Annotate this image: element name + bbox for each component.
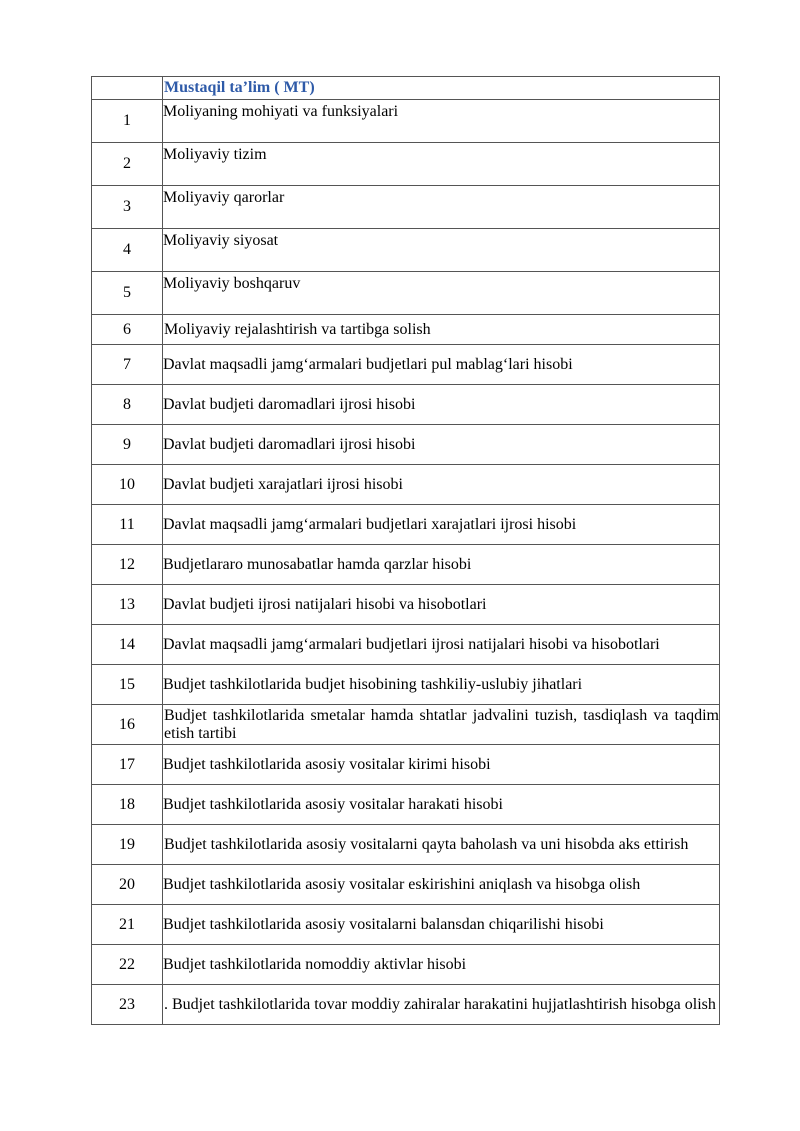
row-number: 16: [92, 705, 163, 745]
table-row: [92, 345, 720, 385]
table-row: [92, 945, 720, 985]
row-topic: Budjet tashkilotlarida asosiy vositalar harakati hisobi: [163, 785, 720, 825]
table-row: [92, 585, 720, 625]
table-row: [92, 425, 720, 465]
row-topic: Budjet tashkilotlarida asosiy vositalarni qayta baholash va uni hisobda aks ettirish: [163, 825, 720, 865]
row-number: 8: [92, 385, 163, 425]
row-number: 6: [92, 315, 163, 345]
table-row: [92, 315, 720, 345]
row-topic: Davlat budjeti daromadlari ijrosi hisobi: [163, 385, 720, 425]
table-row: [92, 825, 720, 865]
row-topic: Budjet tashkilotlarida nomoddiy aktivlar hisobi: [163, 945, 720, 985]
row-topic: Davlat budjeti daromadlari ijrosi hisobi: [163, 425, 720, 465]
table-row: [92, 985, 720, 1025]
table-row: [92, 100, 720, 143]
row-number: 10: [92, 465, 163, 505]
table-row: [92, 229, 720, 272]
header-number-cell: [92, 77, 163, 100]
row-number: 15: [92, 665, 163, 705]
table-row: [92, 186, 720, 229]
row-number: 7: [92, 345, 163, 385]
table-title: Mustaqil ta’lim ( MT): [163, 77, 720, 100]
row-topic: Davlat maqsadli jamg‘armalari budjetlari ijrosi natijalari hisobi va hisobotlari: [163, 625, 720, 665]
independent-study-table: [91, 76, 720, 1025]
table-row: [92, 625, 720, 665]
row-number: 18: [92, 785, 163, 825]
row-number: 12: [92, 545, 163, 585]
table-row: [92, 465, 720, 505]
table-row: [92, 905, 720, 945]
row-topic: Budjet tashkilotlarida asosiy vositalar eskirishini aniqlash va hisobga olish: [163, 865, 720, 905]
row-topic: Davlat maqsadli jamg‘armalari budjetlari xarajatlari ijrosi hisobi: [163, 505, 720, 545]
row-number: 9: [92, 425, 163, 465]
table-row: [92, 505, 720, 545]
row-number: 17: [92, 745, 163, 785]
row-number: 21: [92, 905, 163, 945]
row-number: 4: [92, 229, 163, 272]
table-row: [92, 705, 720, 745]
row-number: 3: [92, 186, 163, 229]
table-row: [92, 785, 720, 825]
row-topic: Moliyaviy rejalashtirish va tartibga solish: [163, 315, 720, 345]
row-topic: Budjet tashkilotlarida budjet hisobining tashkiliy-uslubiy jihatlari: [163, 665, 720, 705]
table-row: [92, 745, 720, 785]
row-topic: Budjetlararo munosabatlar hamda qarzlar hisobi: [163, 545, 720, 585]
row-number: 19: [92, 825, 163, 865]
table-row: [92, 272, 720, 315]
table-row: [92, 385, 720, 425]
row-number: 20: [92, 865, 163, 905]
row-number: 23: [92, 985, 163, 1025]
row-number: 2: [92, 143, 163, 186]
row-number: 5: [92, 272, 163, 315]
row-topic: Moliyaviy siyosat: [163, 229, 720, 272]
row-number: 11: [92, 505, 163, 545]
row-number: 13: [92, 585, 163, 625]
row-number: 22: [92, 945, 163, 985]
row-topic: Moliyaviy qarorlar: [163, 186, 720, 229]
table-row: [92, 545, 720, 585]
row-topic: Moliyaviy tizim: [163, 143, 720, 186]
row-topic: Davlat maqsadli jamg‘armalari budjetlari pul mablag‘lari hisobi: [163, 345, 720, 385]
table-row: [92, 865, 720, 905]
row-topic: Budjet tashkilotlarida asosiy vositalarni balansdan chiqarilishi hisobi: [163, 905, 720, 945]
row-topic: Davlat budjeti xarajatlari ijrosi hisobi: [163, 465, 720, 505]
row-topic: . Budjet tashkilotlarida tovar moddiy zahiralar harakatini hujjatlashtirish hisobga olish: [163, 985, 720, 1025]
row-topic: Budjet tashkilotlarida smetalar hamda shtatlar jadvalini tuzish, tasdiqlash va taqdim etish tartibi: [163, 705, 720, 745]
row-topic: Budjet tashkilotlarida asosiy vositalar kirimi hisobi: [163, 745, 720, 785]
row-topic: Moliyaning mohiyati va funksiyalari: [163, 100, 720, 143]
row-topic: Davlat budjeti ijrosi natijalari hisobi va hisobotlari: [163, 585, 720, 625]
table-row: [92, 665, 720, 705]
row-topic: Moliyaviy boshqaruv: [163, 272, 720, 315]
table-header-row: [92, 77, 720, 100]
row-number: 14: [92, 625, 163, 665]
row-number: 1: [92, 100, 163, 143]
table-row: [92, 143, 720, 186]
